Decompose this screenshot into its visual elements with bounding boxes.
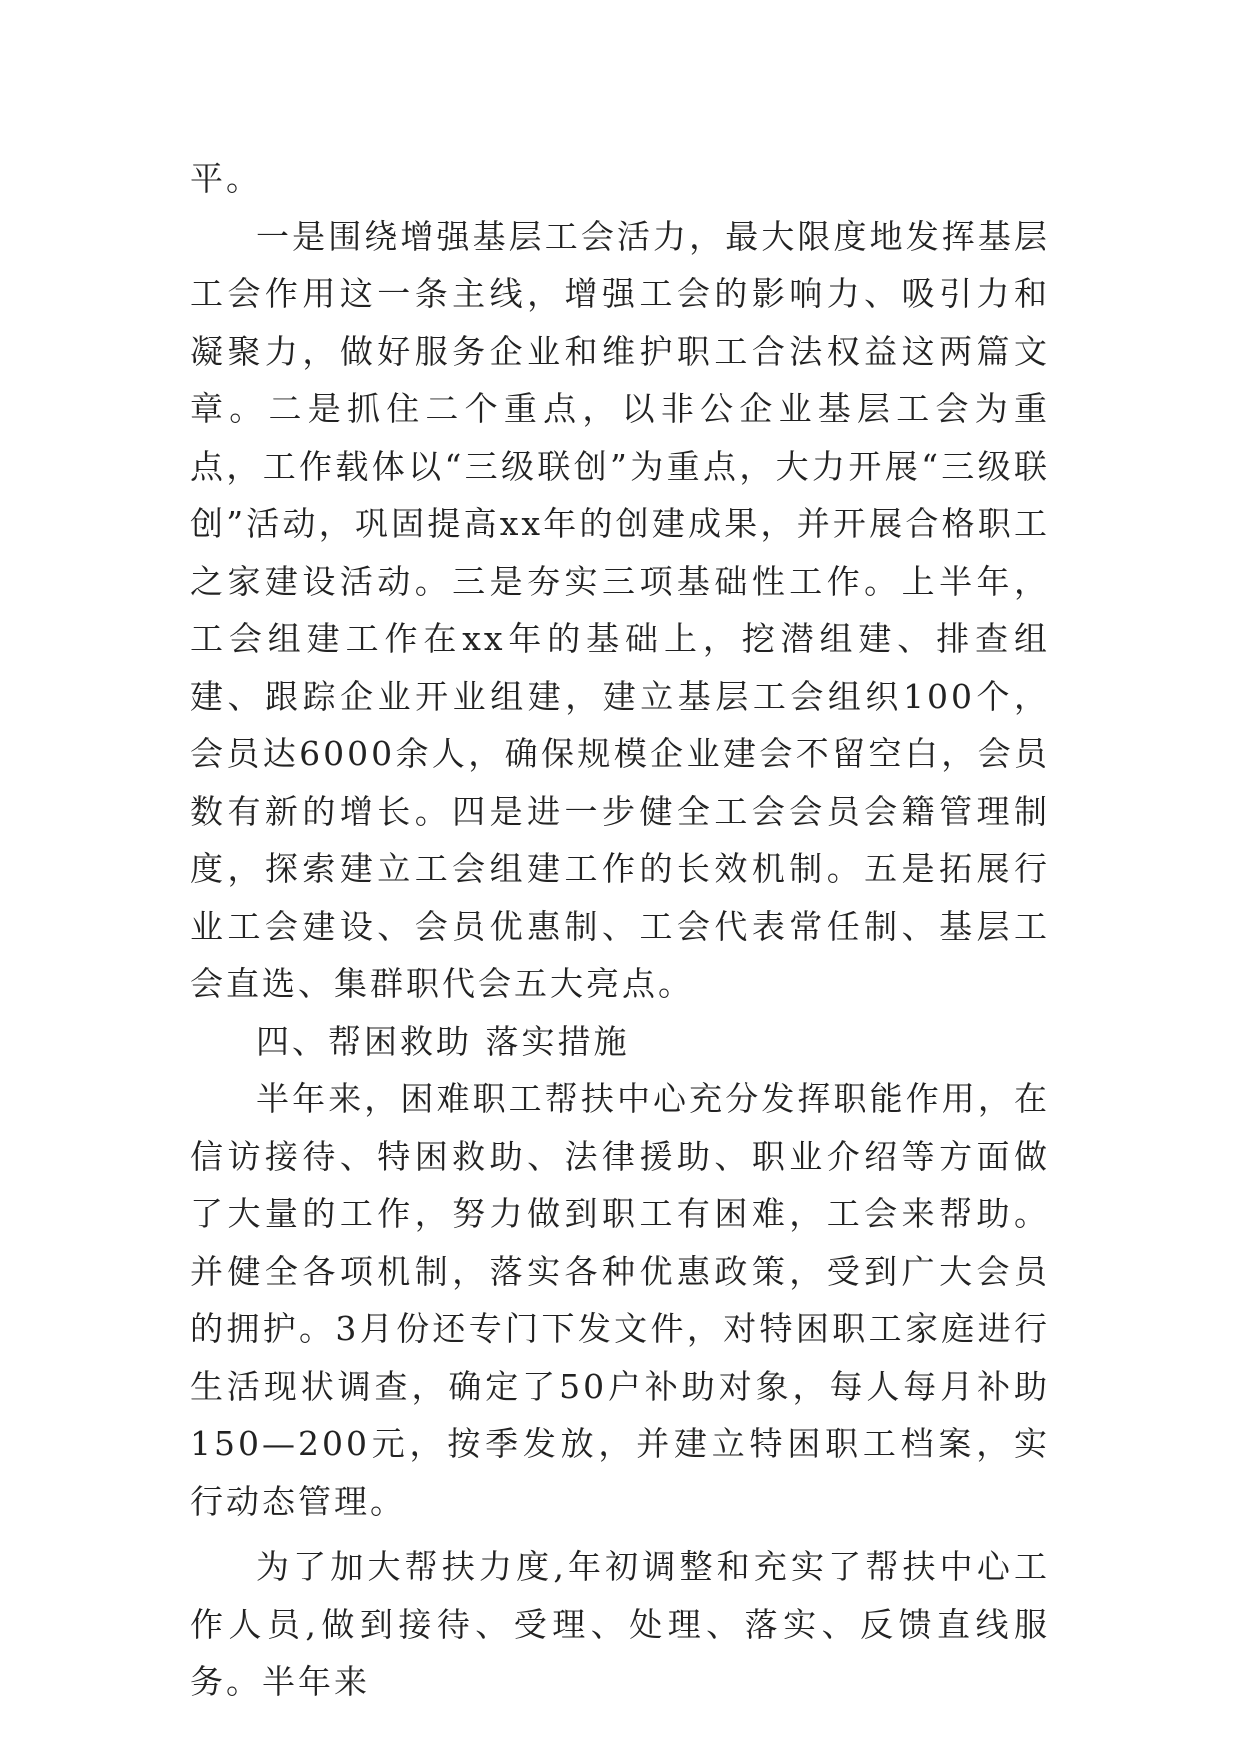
paragraph-continuation: 平。 — [190, 159, 262, 198]
paragraph-assistance-staff: 为了加大帮扶力度,年初调整和充实了帮扶中心工作人员,做到接待、受理、处理、落实、反馈直线服务。半年来 — [190, 1547, 1050, 1701]
paragraph-grassroots-union-work: 一是围绕增强基层工会活力，最大限度地发挥基层工会作用这一条主线，增强工会的影响力、吸引力和凝聚力，做好服务企业和维护职工合法权益这两篇文章。二是抓住二个重点，以非公企业基层工会为重点，工作载体以“三级联创”为重点，大力开展“三级联创”活动，巩固提高xx年的创建成果，并开展合格职工之家建设活动。三是夯实三项基础性工作。上半年，工会组建工作在xx年的基础上，挖潜组建、排查组建、跟踪企业开业组建，建立基层工会组织100个，会员达6000余人，确保规模企业建会不留空白，会员数有新的增长。四是进一步健全工会会员会籍管理制度，探索建立工会组建工作的长效机制。五是拓展行业工会建设、会员优惠制、工会代表常任制、基层工会直选、集群职代会五大亮点。 — [190, 216, 1050, 1003]
document-body — [190, 150, 1050, 1711]
paragraph-assistance-center: 半年来，困难职工帮扶中心充分发挥职能作用，在信访接待、特困救助、法律援助、职业介绍等方面做了大量的工作，努力做到职工有困难，工会来帮助。并健全各项机制，落实各种优惠政策，受到广大会员的拥护。3月份还专门下发文件，对特困职工家庭进行生活现状调查，确定了50户补助对象，每人每月补助150—200元，按季发放，并建立特困职工档案，实行动态管理。 — [190, 1079, 1050, 1521]
section-heading-four: 四、帮困救助 落实措施 — [256, 1021, 630, 1061]
